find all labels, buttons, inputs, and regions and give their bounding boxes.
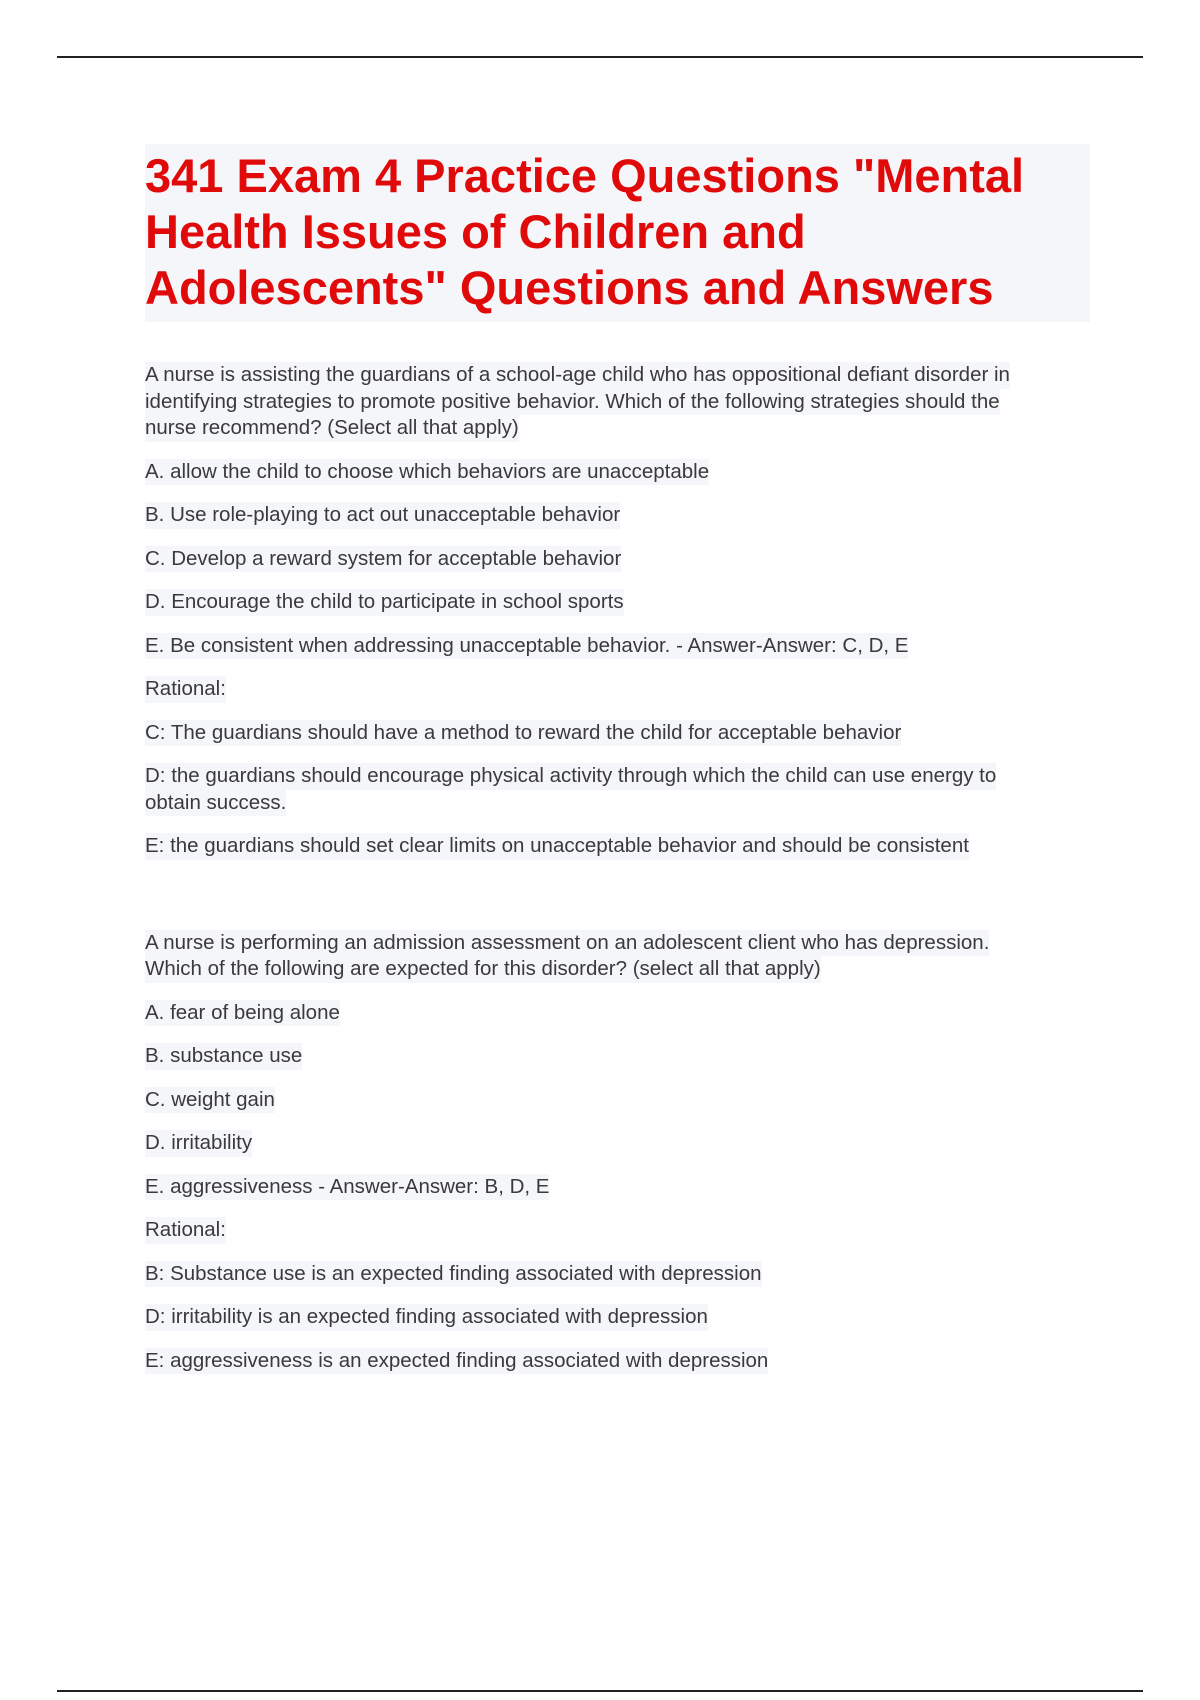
option-text: A. fear of being alone xyxy=(145,1000,340,1027)
option-d xyxy=(145,589,1090,616)
rationale-text: D: irritability is an expected finding associated with depression xyxy=(145,1304,708,1331)
option-e-answer xyxy=(145,1174,1090,1201)
rational-text: Rational: xyxy=(145,676,226,703)
rationale-text: C: The guardians should have a method to reward the child for acceptable behavior xyxy=(145,720,901,747)
question-1-stem xyxy=(145,362,1090,442)
question-2-stem xyxy=(145,930,1090,983)
option-text: D. Encourage the child to participate in school sports xyxy=(145,589,624,616)
top-rule xyxy=(57,56,1143,58)
title-line: Health Issues of Children and xyxy=(145,205,806,258)
option-e-answer xyxy=(145,633,1090,660)
option-text: C. weight gain xyxy=(145,1087,275,1114)
option-text: B. Use role-playing to act out unacceptable behavior xyxy=(145,502,620,529)
rationale-text: B: Substance use is an expected finding associated with depression xyxy=(145,1261,762,1288)
option-a xyxy=(145,1000,1090,1027)
stem-line: A nurse is assisting the guardians of a school-age child who has oppositional defiant disorder in xyxy=(145,362,1010,389)
stem-line: A nurse is performing an admission assessment on an adolescent client who has depression. xyxy=(145,930,989,957)
option-a xyxy=(145,459,1090,486)
option-text: E. aggressiveness - Answer-Answer: B, D, E xyxy=(145,1174,549,1201)
document-title xyxy=(145,144,1090,322)
question-1 xyxy=(145,362,1090,860)
title-line: 341 Exam 4 Practice Questions "Mental xyxy=(145,149,1025,202)
rationale-e xyxy=(145,833,1090,860)
rationale-e xyxy=(145,1348,1090,1375)
rationale-text: E: aggressiveness is an expected finding associated with depression xyxy=(145,1348,768,1375)
option-b xyxy=(145,1043,1090,1070)
option-c xyxy=(145,1087,1090,1114)
document-body xyxy=(145,144,1090,1374)
rationale-b xyxy=(145,1261,1090,1288)
title-line: Adolescents" Questions and Answers xyxy=(145,261,994,314)
option-b xyxy=(145,502,1090,529)
rationale-text: D: the guardians should encourage physical activity through which the child can use energy to xyxy=(145,763,996,790)
stem-line: identifying strategies to promote positive behavior. Which of the following strategies should the xyxy=(145,389,1000,416)
rationale-text: E: the guardians should set clear limits on unacceptable behavior and should be consistent xyxy=(145,833,969,860)
option-text: E. Be consistent when addressing unacceptable behavior. - Answer-Answer: C, D, E xyxy=(145,633,908,660)
rationale-d xyxy=(145,763,1090,816)
option-text: D. irritability xyxy=(145,1130,252,1157)
rationale-text: obtain success. xyxy=(145,790,286,817)
option-text: B. substance use xyxy=(145,1043,302,1070)
option-text: C. Develop a reward system for acceptable behavior xyxy=(145,546,621,573)
option-text: A. allow the child to choose which behaviors are unacceptable xyxy=(145,459,709,486)
rational-label xyxy=(145,676,1090,703)
rational-label xyxy=(145,1217,1090,1244)
rational-text: Rational: xyxy=(145,1217,226,1244)
bottom-rule xyxy=(57,1690,1143,1692)
rationale-d xyxy=(145,1304,1090,1331)
stem-line: nurse recommend? (Select all that apply) xyxy=(145,415,519,442)
option-d xyxy=(145,1130,1090,1157)
rationale-c xyxy=(145,720,1090,747)
option-c xyxy=(145,546,1090,573)
stem-line: Which of the following are expected for this disorder? (select all that apply) xyxy=(145,956,821,983)
question-2 xyxy=(145,930,1090,1375)
